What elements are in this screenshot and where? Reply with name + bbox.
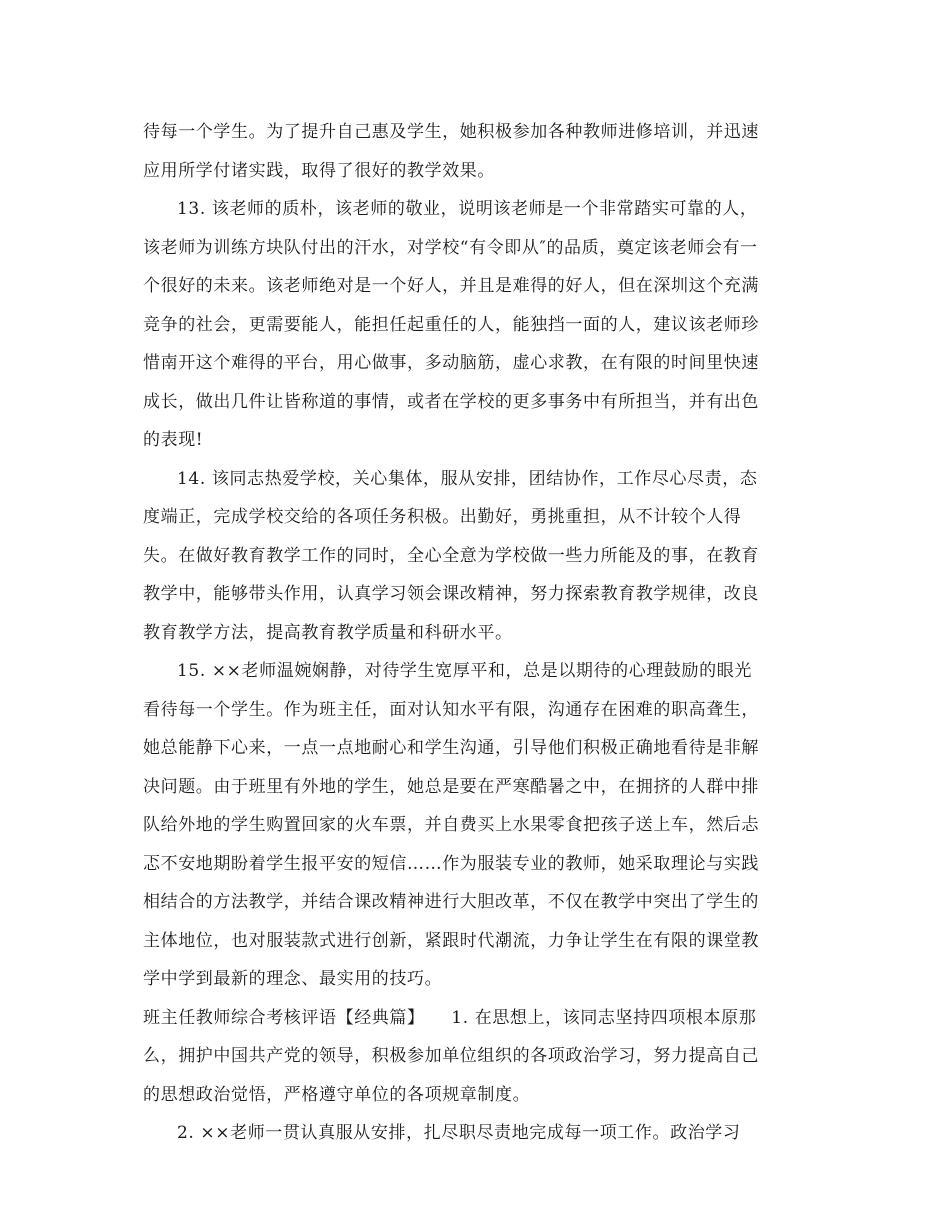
text-line: 14. 该同志热爱学校，关心集体，服从安排，团结协作，工作尽心尽责，态 bbox=[177, 468, 758, 489]
text-line: 相结合的方法教学，并结合课改精神进行大胆改革，不仅在教学中突出了学生的 bbox=[143, 892, 759, 912]
text-line: 度端正，完成学校交给的各项任务积极。出勤好，勇挑重担，从不计较个人得 bbox=[143, 507, 742, 527]
text-line: 竞争的社会，更需要能人，能担任起重任的人，能独挡一面的人，建议该老师珍 bbox=[143, 314, 759, 335]
text-line: 她总能静下心来，一点一点地耐心和学生沟通，引导他们积极正确地看待是非解 bbox=[143, 738, 759, 758]
text-line: 个很好的未来。该老师绝对是一个好人，并且是难得的好人，但在深圳这个充满 bbox=[143, 276, 759, 296]
text-line: 失。在做好教育教学工作的同时，全心全意为学校做一些力所能及的事，在教育 bbox=[143, 545, 759, 566]
text-line: 惜南开这个难得的平台，用心做事，多动脑筋，虚心求教，在有限的时间里快速 bbox=[143, 353, 759, 373]
text-line: 待每一个学生。为了提升自己惠及学生，她积极参加各种教师进修培训，并迅速 bbox=[143, 122, 759, 142]
document-body bbox=[143, 113, 795, 1153]
text-line: 成长，做出几件让皆称道的事情，或者在学校的更多事务中有所担当，并有出色 bbox=[143, 391, 759, 412]
text-line: 13. 该老师的质朴，该老师的敬业，说明该老师是一个非常踏实可靠的人， bbox=[177, 199, 758, 219]
text-line: 看待每一个学生。作为班主任，面对认知水平有限，沟通存在困难的职高聋生， bbox=[143, 699, 759, 720]
text-line: 应用所学付诸实践，取得了很好的教学效果。 bbox=[143, 160, 495, 181]
text-line: 决问题。由于班里有外地的学生，她总是要在严寒酷暑之中，在拥挤的人群中排 bbox=[143, 776, 759, 797]
text-line: 该老师为训练方块队付出的汗水，对学校“有令即从″的品质，奠定该老师会有一 bbox=[143, 237, 758, 258]
text-line: 班主任教师综合考核评语【经典篇】 1. 在思想上，该同志坚持四项根本原那 bbox=[143, 1007, 757, 1028]
text-line: 的表现! bbox=[143, 430, 204, 450]
text-line: 2. ××老师一贯认真服从安排，扎尽职尽责地完成每一项工作。政治学习 bbox=[177, 1123, 741, 1143]
text-line: 忑不安地期盼着学生报平安的短信……作为服装专业的教师，她采取理论与实践 bbox=[143, 853, 759, 874]
text-line: 么，拥护中国共产党的领导，积极参加单位组织的各项政治学习，努力提高自己 bbox=[143, 1046, 759, 1066]
text-line: 的思想政治觉悟，严格遵守单位的各项规章制度。 bbox=[143, 1084, 531, 1105]
text-line: 教学中，能够带头作用，认真学习领会课改精神，努力探索教育教学规律，改良 bbox=[143, 584, 759, 604]
text-line: 教育教学方法，提高教育教学质量和科研水平。 bbox=[143, 622, 513, 643]
text-line: 主体地位，也对服装款式进行创新，紧跟时代潮流，力争让学生在有限的课堂教 bbox=[143, 930, 759, 951]
text-line: 学中学到最新的理念、最实用的技巧。 bbox=[143, 969, 443, 989]
text-line: 队给外地的学生购置回家的火车票，并自费买上水果零食把孩子送上车，然后忐 bbox=[143, 815, 759, 835]
text-line: 15. ××老师温婉娴静，对待学生宽厚平和，总是以期待的心理鼓励的眼光 bbox=[177, 661, 752, 681]
